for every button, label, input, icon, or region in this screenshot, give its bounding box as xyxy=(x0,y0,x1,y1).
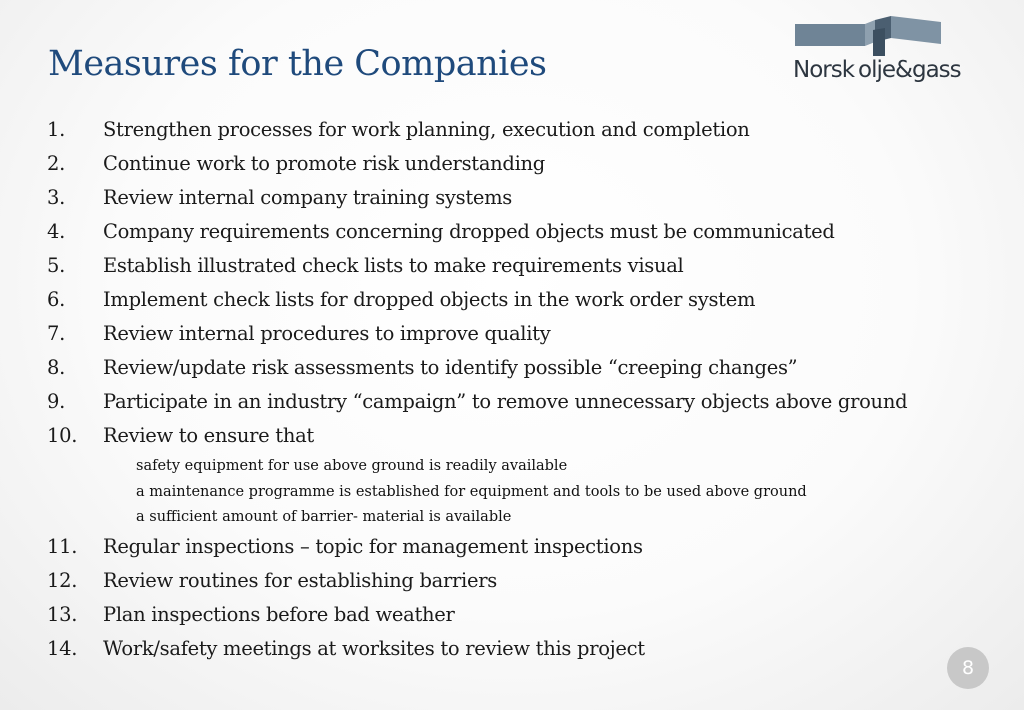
measure-item xyxy=(47,215,835,249)
measure-text: Establish illustrated check lists to make requirements visual xyxy=(103,254,684,277)
measure-row xyxy=(47,317,807,351)
measure-subitem-text: safety equipment for use above ground is readily available xyxy=(136,458,568,474)
measure-number: 11. xyxy=(47,534,78,558)
measure-row xyxy=(47,283,807,317)
measure-number: 1. xyxy=(47,118,66,141)
measure-subitem-text: a maintenance programme is established for equipment and tools to be used above ground xyxy=(136,483,807,500)
measure-item xyxy=(47,351,807,385)
measure-text: Review to ensure that xyxy=(103,424,314,447)
measure-number: 8. xyxy=(47,356,66,379)
measure-item xyxy=(47,113,807,147)
measure-number: 7. xyxy=(47,322,66,345)
measure-item xyxy=(47,419,807,530)
measure-number: 14. xyxy=(47,636,78,660)
brand-wordmark xyxy=(793,57,961,83)
measure-text: Plan inspections before bad weather xyxy=(103,602,455,626)
measure-number: 10. xyxy=(47,424,78,447)
measure-number: 6. xyxy=(47,288,66,311)
norsk-olje-gass-logo-icon xyxy=(793,16,963,61)
measure-item xyxy=(47,632,807,666)
measure-text: Participate in an industry “campaign” to remove unnecessary objects above ground xyxy=(103,390,908,413)
measure-text: Continue work to promote risk understanding xyxy=(103,152,545,175)
slide-title: Measures for the Companies xyxy=(48,44,547,84)
measure-number: 2. xyxy=(47,152,66,175)
measure-number: 3. xyxy=(47,186,66,209)
measure-number: 9. xyxy=(47,390,66,413)
measure-row xyxy=(47,530,807,564)
brand-logo xyxy=(793,16,963,86)
measure-row xyxy=(47,385,908,419)
measure-subitem xyxy=(47,504,807,530)
measure-item xyxy=(47,181,807,215)
measure-subitem xyxy=(47,453,807,479)
measure-item xyxy=(47,530,807,564)
measure-subitems xyxy=(47,453,807,530)
measure-item xyxy=(47,317,807,351)
measure-row xyxy=(47,147,807,181)
measure-row xyxy=(47,113,807,147)
measure-number: 12. xyxy=(47,568,78,592)
measure-subitem-text: a sufficient amount of barrier- material is available xyxy=(136,509,512,525)
measure-number: 5. xyxy=(47,254,66,277)
measure-row xyxy=(47,351,807,385)
measure-text: Strengthen processes for work planning, execution and completion xyxy=(103,118,750,141)
measure-item xyxy=(47,283,807,317)
measure-text: Company requirements concerning dropped objects must be communicated xyxy=(103,220,835,243)
measure-row xyxy=(47,419,807,453)
measure-row xyxy=(47,249,807,283)
measure-text: Regular inspections – topic for management inspections xyxy=(103,534,643,558)
measure-text: Review/update risk assessments to identify possible “creeping changes” xyxy=(103,356,798,379)
measure-row xyxy=(47,632,807,666)
page-number-badge: 8 xyxy=(947,647,989,689)
measure-number: 13. xyxy=(47,602,78,626)
brand-part2: olje&gass xyxy=(858,57,961,83)
brand-part1: Norsk xyxy=(793,57,855,83)
measure-row xyxy=(47,598,807,632)
measures-list xyxy=(47,113,908,666)
measure-row xyxy=(47,181,807,215)
measure-text: Review internal procedures to improve quality xyxy=(103,322,551,345)
measure-item xyxy=(47,147,807,181)
measure-number: 4. xyxy=(47,220,66,243)
measure-row xyxy=(47,215,835,249)
measure-item xyxy=(47,249,807,283)
measure-item xyxy=(47,385,908,419)
measure-item xyxy=(47,564,807,598)
measure-item xyxy=(47,598,807,632)
measure-text: Implement check lists for dropped objects in the work order system xyxy=(103,288,756,311)
measure-text: Review internal company training systems xyxy=(103,186,513,209)
measure-row xyxy=(47,564,807,598)
measure-text: Review routines for establishing barriers xyxy=(103,568,497,592)
measure-subitem xyxy=(47,479,807,505)
measure-text: Work/safety meetings at worksites to review this project xyxy=(103,636,645,660)
